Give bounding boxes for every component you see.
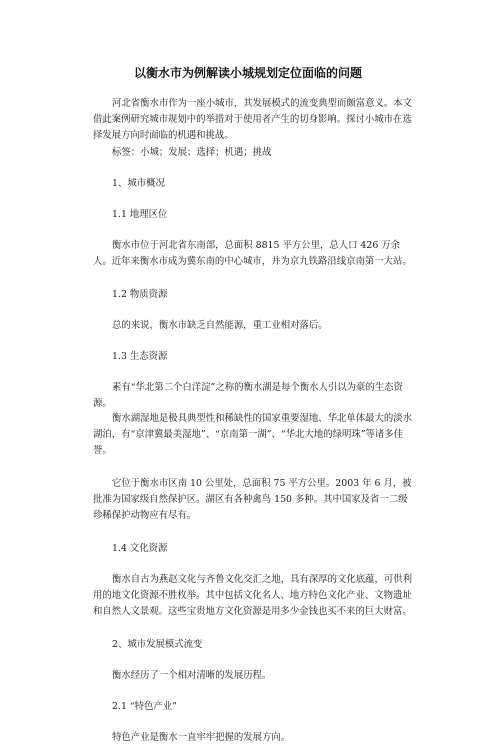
keywords-line: 标签：小城；发展；选择；机遇；挑战 bbox=[112, 147, 272, 158]
body-paragraph: 衡水湖湿地是极具典型性和稀缺性的国家重要湿地、华北单体最大的淡水湖泊，有“京津冀最美湿地”、“京南第一湖”、“华北大地的绿明珠”等诸多佳誉。 bbox=[93, 413, 413, 456]
subsection-heading: 1.2 物质资源 bbox=[112, 289, 168, 300]
subsection-heading: 1.4 文化资源 bbox=[112, 543, 168, 554]
subsection-heading: 1.1 地理区位 bbox=[112, 209, 168, 220]
body-paragraph: 衡水自古为燕赵文化与齐鲁文化交汇之地，具有深厚的文化底蕴，可供利用的地文化资源不胜枚举。其中包括文化名人、地方特色文化产业、文物遗址和自然人文景观。这些宝贵地方文化资源是用多少金钱也买不来的巨大财富。 bbox=[93, 574, 413, 617]
body-paragraph: 它位于衡水市区南 10 公里处，总面积 75 平方公里。2003 年 6 月，被批准为国家级自然保护区。湖区有各种禽鸟 150 多种。其中国家及省一二级珍稀保护动物应有尽有。 bbox=[93, 478, 412, 521]
body-paragraph: 特色产业是衡水一直牢牢把握的发展方向。 bbox=[112, 732, 291, 743]
abstract-paragraph: 河北省衡水市作为一座小城市，其发展模式的流变典型而颇富意义。本文借此案例研究城市规划中的举措对于使用者产生的切身影响。探讨小城市在选择发展方向时面临的机遇和挑战。 bbox=[93, 98, 413, 141]
section-heading: 1、城市概况 bbox=[112, 178, 165, 189]
body-paragraph: 素有“华北第二个白洋淀”之称的衡水湖是每个衡水人引以为豪的生态资源。 bbox=[93, 382, 403, 409]
section-heading: 2、城市发展模式流变 bbox=[112, 639, 203, 650]
body-paragraph: 衡水经历了一个相对清晰的发展历程。 bbox=[112, 670, 272, 681]
subsection-heading: 2.1 “特色产业” bbox=[112, 701, 177, 712]
document-title: 以衡水市为例解读小城规划定位面临的问题 bbox=[133, 66, 362, 80]
subsection-heading: 1.3 生态资源 bbox=[112, 351, 168, 362]
body-paragraph: 总的来说，衡水市缺乏自然能源，重工业相对落后。 bbox=[112, 320, 328, 331]
body-paragraph: 衡水市位于河北省东南部，总面积 8815 平方公里，总人口 426 万余人。近年来衡水市成为冀东南的中心城市，并为京九铁路沿线京南第一大站。 bbox=[93, 240, 412, 267]
